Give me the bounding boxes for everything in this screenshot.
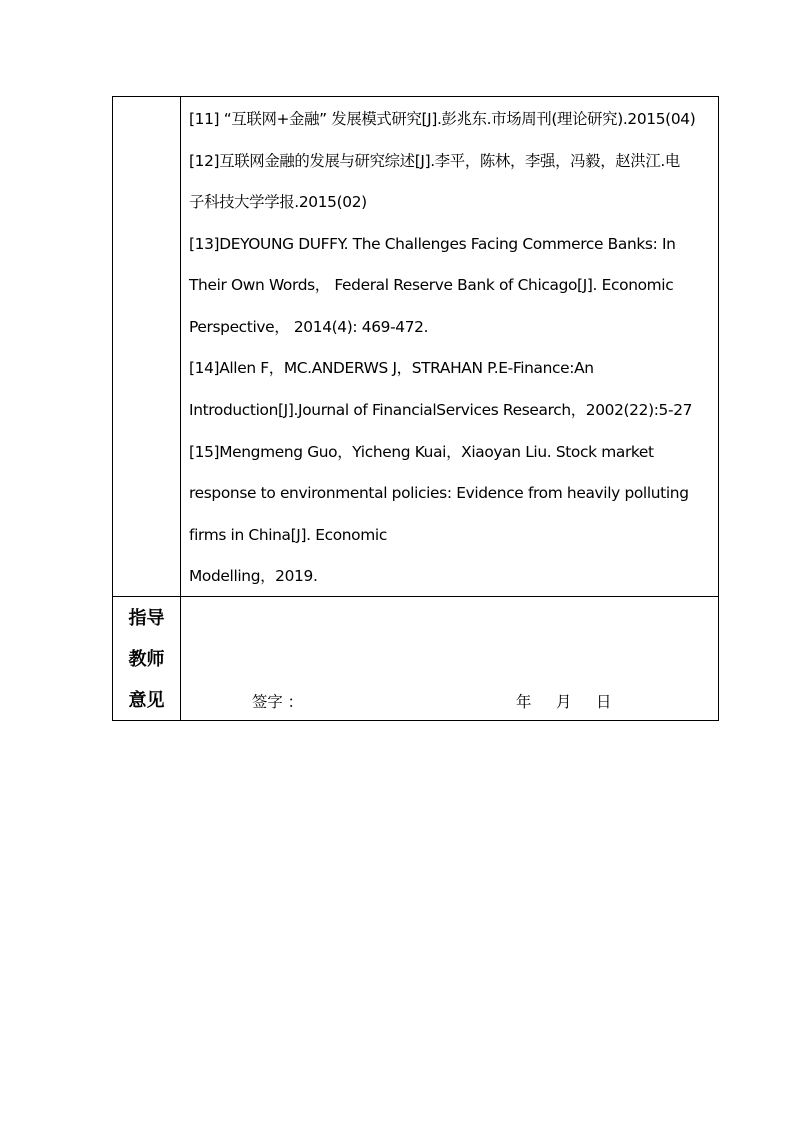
reference-line-13a: [13]DEYOUNG DUFFY. The Challenges Facing Commerce Banks: In [189, 235, 676, 253]
column-divider [180, 97, 181, 720]
advisor-label-line-2: 教师 [128, 649, 165, 670]
reference-line-15a: [15]Mengmeng Guo，Yicheng Kuai，Xiaoyan Liu. Stock market [189, 443, 654, 461]
reference-line-11: [11] “互联网+金融” 发展模式研究[J].彭兆东.市场周刊(理论研究).2015(04) [189, 110, 696, 128]
month-label: 月 [556, 693, 572, 711]
advisor-label-line-1: 指导 [128, 608, 165, 629]
reference-line-15c: firms in China[J]. Economic [189, 526, 387, 544]
reference-line-12b: 子科技大学学报.2015(02) [189, 193, 367, 211]
advisor-opinion-label [113, 597, 180, 721]
signature-label: 签字 ： [252, 693, 304, 711]
reference-line-12a: [12]互联网金融的发展与研究综述[J].李平，陈林，李强，冯毅，赵洪江.电 [189, 152, 680, 170]
day-label: 日 [596, 693, 612, 711]
reference-line-13c: Perspective， 2014(4): 469-472. [189, 318, 429, 336]
advisor-label-line-3: 意见 [128, 690, 165, 711]
reference-line-14a: [14]Allen F，MC.ANDERWS J，STRAHAN P.E-Finance:An [189, 359, 594, 377]
row-divider [113, 596, 718, 597]
references-table [112, 96, 719, 721]
reference-line-13b: Their Own Words， Federal Reserve Bank of Chicago[J]. Economic [189, 276, 674, 294]
reference-line-15d: Modelling，2019. [189, 567, 318, 585]
reference-line-14b: Introduction[J].Journal of FinancialServices Research，2002(22):5-27 [189, 401, 693, 419]
reference-line-15b: response to environmental policies: Evidence from heavily polluting [189, 484, 689, 502]
year-label: 年 [516, 693, 532, 711]
